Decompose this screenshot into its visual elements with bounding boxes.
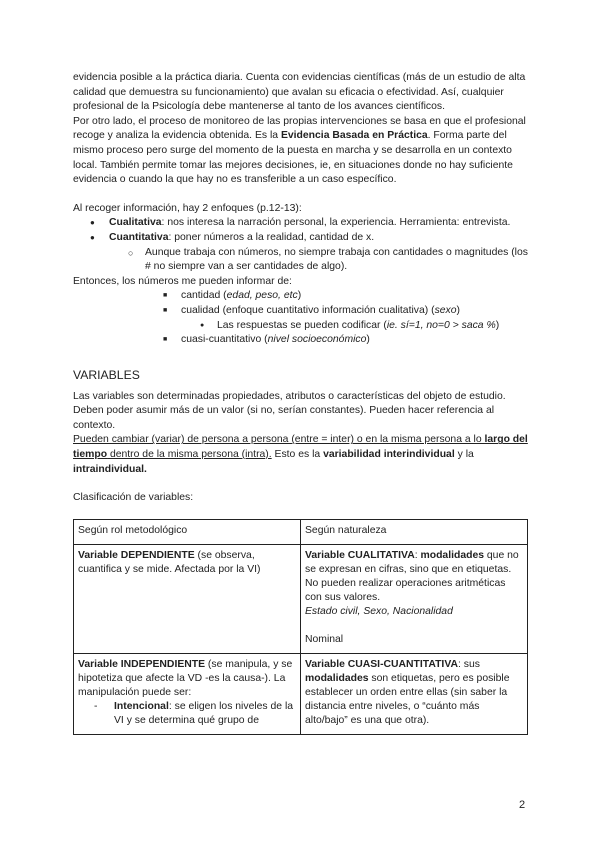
list-item-cantidad (73, 289, 528, 304)
list-item-cualitativa (73, 216, 528, 231)
text-span: Pueden cambiar (variar) de persona a persona (entre = inter) o en la misma persona a lo (73, 434, 485, 446)
intro-paragraph-2 (73, 115, 528, 188)
text-span: (se observa, cuantifica y se mide. Afectada por la VI) (78, 549, 261, 575)
text-span: Por otro lado, el proceso de monitoreo de las propias intervenciones se basa en que el profesional recoge y analiza la evidencia obtenida. Es la (73, 115, 526, 142)
text-span: : poner números a la realidad, cantidad de x. (168, 231, 375, 243)
term: modalidades (420, 549, 485, 561)
table-cell (301, 653, 528, 734)
term: modalidades (305, 672, 369, 684)
text-span: ie. sí=1, no=0 > saca % (386, 319, 496, 331)
text-span: y la (454, 449, 474, 461)
section-heading: VARIABLES (73, 367, 140, 382)
text-span: edad, peso, etc (226, 290, 298, 302)
text-span: ) (366, 334, 370, 346)
text-span: (se manipula, y se hipotetiza que afecte la VD -es la causa-). La manipulación puede ser: (78, 658, 293, 698)
text-span: nivel socioeconómico (267, 334, 367, 346)
term: Cualitativa (109, 217, 162, 229)
text-span: dentro de la misma persona (intra). (107, 449, 272, 461)
text-span: Las respuestas se pueden codificar ( (217, 319, 387, 331)
term: variabilidad interindividual (323, 449, 455, 461)
table-row (74, 544, 528, 653)
variables-paragraph-2 (73, 433, 528, 477)
text-span: ) (297, 290, 302, 302)
list-item-cuantitativa (73, 231, 528, 246)
text-span: son etiquetas, pero es posible establecer un orden entre ellas (sin saber la distancia entre niveles, o “cuánto más alto/bajo” es una que otra). (305, 672, 510, 726)
table-header-cell: Según naturaleza (301, 519, 528, 544)
term: Variable INDEPENDIENTE (78, 658, 206, 670)
list-item-cualidad (73, 304, 528, 319)
text-span: : nos interesa la narración personal, la experiencia. Herramienta: entrevista. (161, 217, 511, 229)
table-header-cell: Según rol metodológico (74, 519, 301, 544)
ebp-term: Evidencia Basada en Práctica (280, 130, 428, 142)
text-span: Nominal (305, 633, 344, 645)
classification-label: Clasificación de variables: (73, 492, 194, 504)
page-content (73, 71, 528, 735)
text-span: : se eligen los niveles de la VI y se determina qué grupo de (114, 700, 294, 726)
page-number: 2 (519, 799, 526, 811)
text-span: . Forma parte del mismo proceso pero surge del momento de la puesta en marcha y se desarrolla en un contexto local. También permite tomar las mejores decisiones, ie, en situaciones donde no hay suficiente evidencia o cuando la que hay no es transferible a un caso específico. (73, 130, 513, 186)
variables-table (73, 519, 528, 735)
approaches-list (73, 216, 528, 274)
term: intraindividual. (73, 463, 147, 475)
text-span: : sus (458, 658, 480, 670)
term: Cuantitativa (109, 231, 169, 243)
list-item-cuasi (73, 333, 528, 348)
table-cell (301, 544, 528, 653)
approaches-intro: Al recoger información, hay 2 enfoques (p.12-13): (73, 202, 302, 214)
term: Variable CUALITATIVA (305, 549, 415, 561)
text-span: que no se expresan en cifras, sino que en etiquetas. No pueden realizar operaciones aritméticas con sus valores. (305, 549, 519, 603)
text-span: ) (495, 319, 500, 331)
text-span: : (414, 549, 421, 561)
text-span: largo del tiempo (73, 434, 528, 461)
text-span: Esto es la (271, 449, 324, 461)
numbers-intro: Entonces, los números me pueden informar de: (73, 275, 292, 287)
text-span: cualidad (enfoque cuantitativo información cualitativa) ( (181, 304, 435, 316)
table-cell (74, 653, 301, 734)
example-text: Estado civil, Sexo, Nacionalidad (305, 605, 453, 617)
term: Variable DEPENDIENTE (78, 549, 195, 561)
numbers-list (73, 289, 528, 347)
table-row (74, 519, 528, 544)
list-subitem: ○ Aunque trabaja con números, no siempre trabaja con cantidades o magnitudes (los # no siempre van a ser cantidades de algo). (73, 246, 528, 275)
variables-paragraph-1: Las variables son determinadas propiedades, atributos o características del objeto de estudio. Deben poder asumir más de un valor (si no, serían constantes). Pueden hacer referencia al contexto. (73, 390, 506, 431)
intro-paragraph-1: evidencia posible a la práctica diaria. Cuenta con evidencias científicas (más de un estudio de alta calidad que demuestra su funcionamiento) que avalan su eficacia o efectividad. Así, cualquier profesional de la Psicología debe mantenerse al tanto de los avances científicos. (73, 72, 526, 113)
term: Variable CUASI-CUANTITATIVA (305, 658, 458, 670)
table-cell (74, 544, 301, 653)
table-row (74, 653, 528, 734)
term: Intencional (114, 700, 169, 712)
text-span: ) (456, 304, 460, 316)
text-span: cantidad ( (181, 290, 227, 302)
dash-list-item (78, 700, 296, 728)
text-span: cuasi-cuantitativo ( (181, 334, 268, 346)
list-subitem-codificar (73, 319, 528, 334)
text-span: sexo (434, 304, 457, 316)
